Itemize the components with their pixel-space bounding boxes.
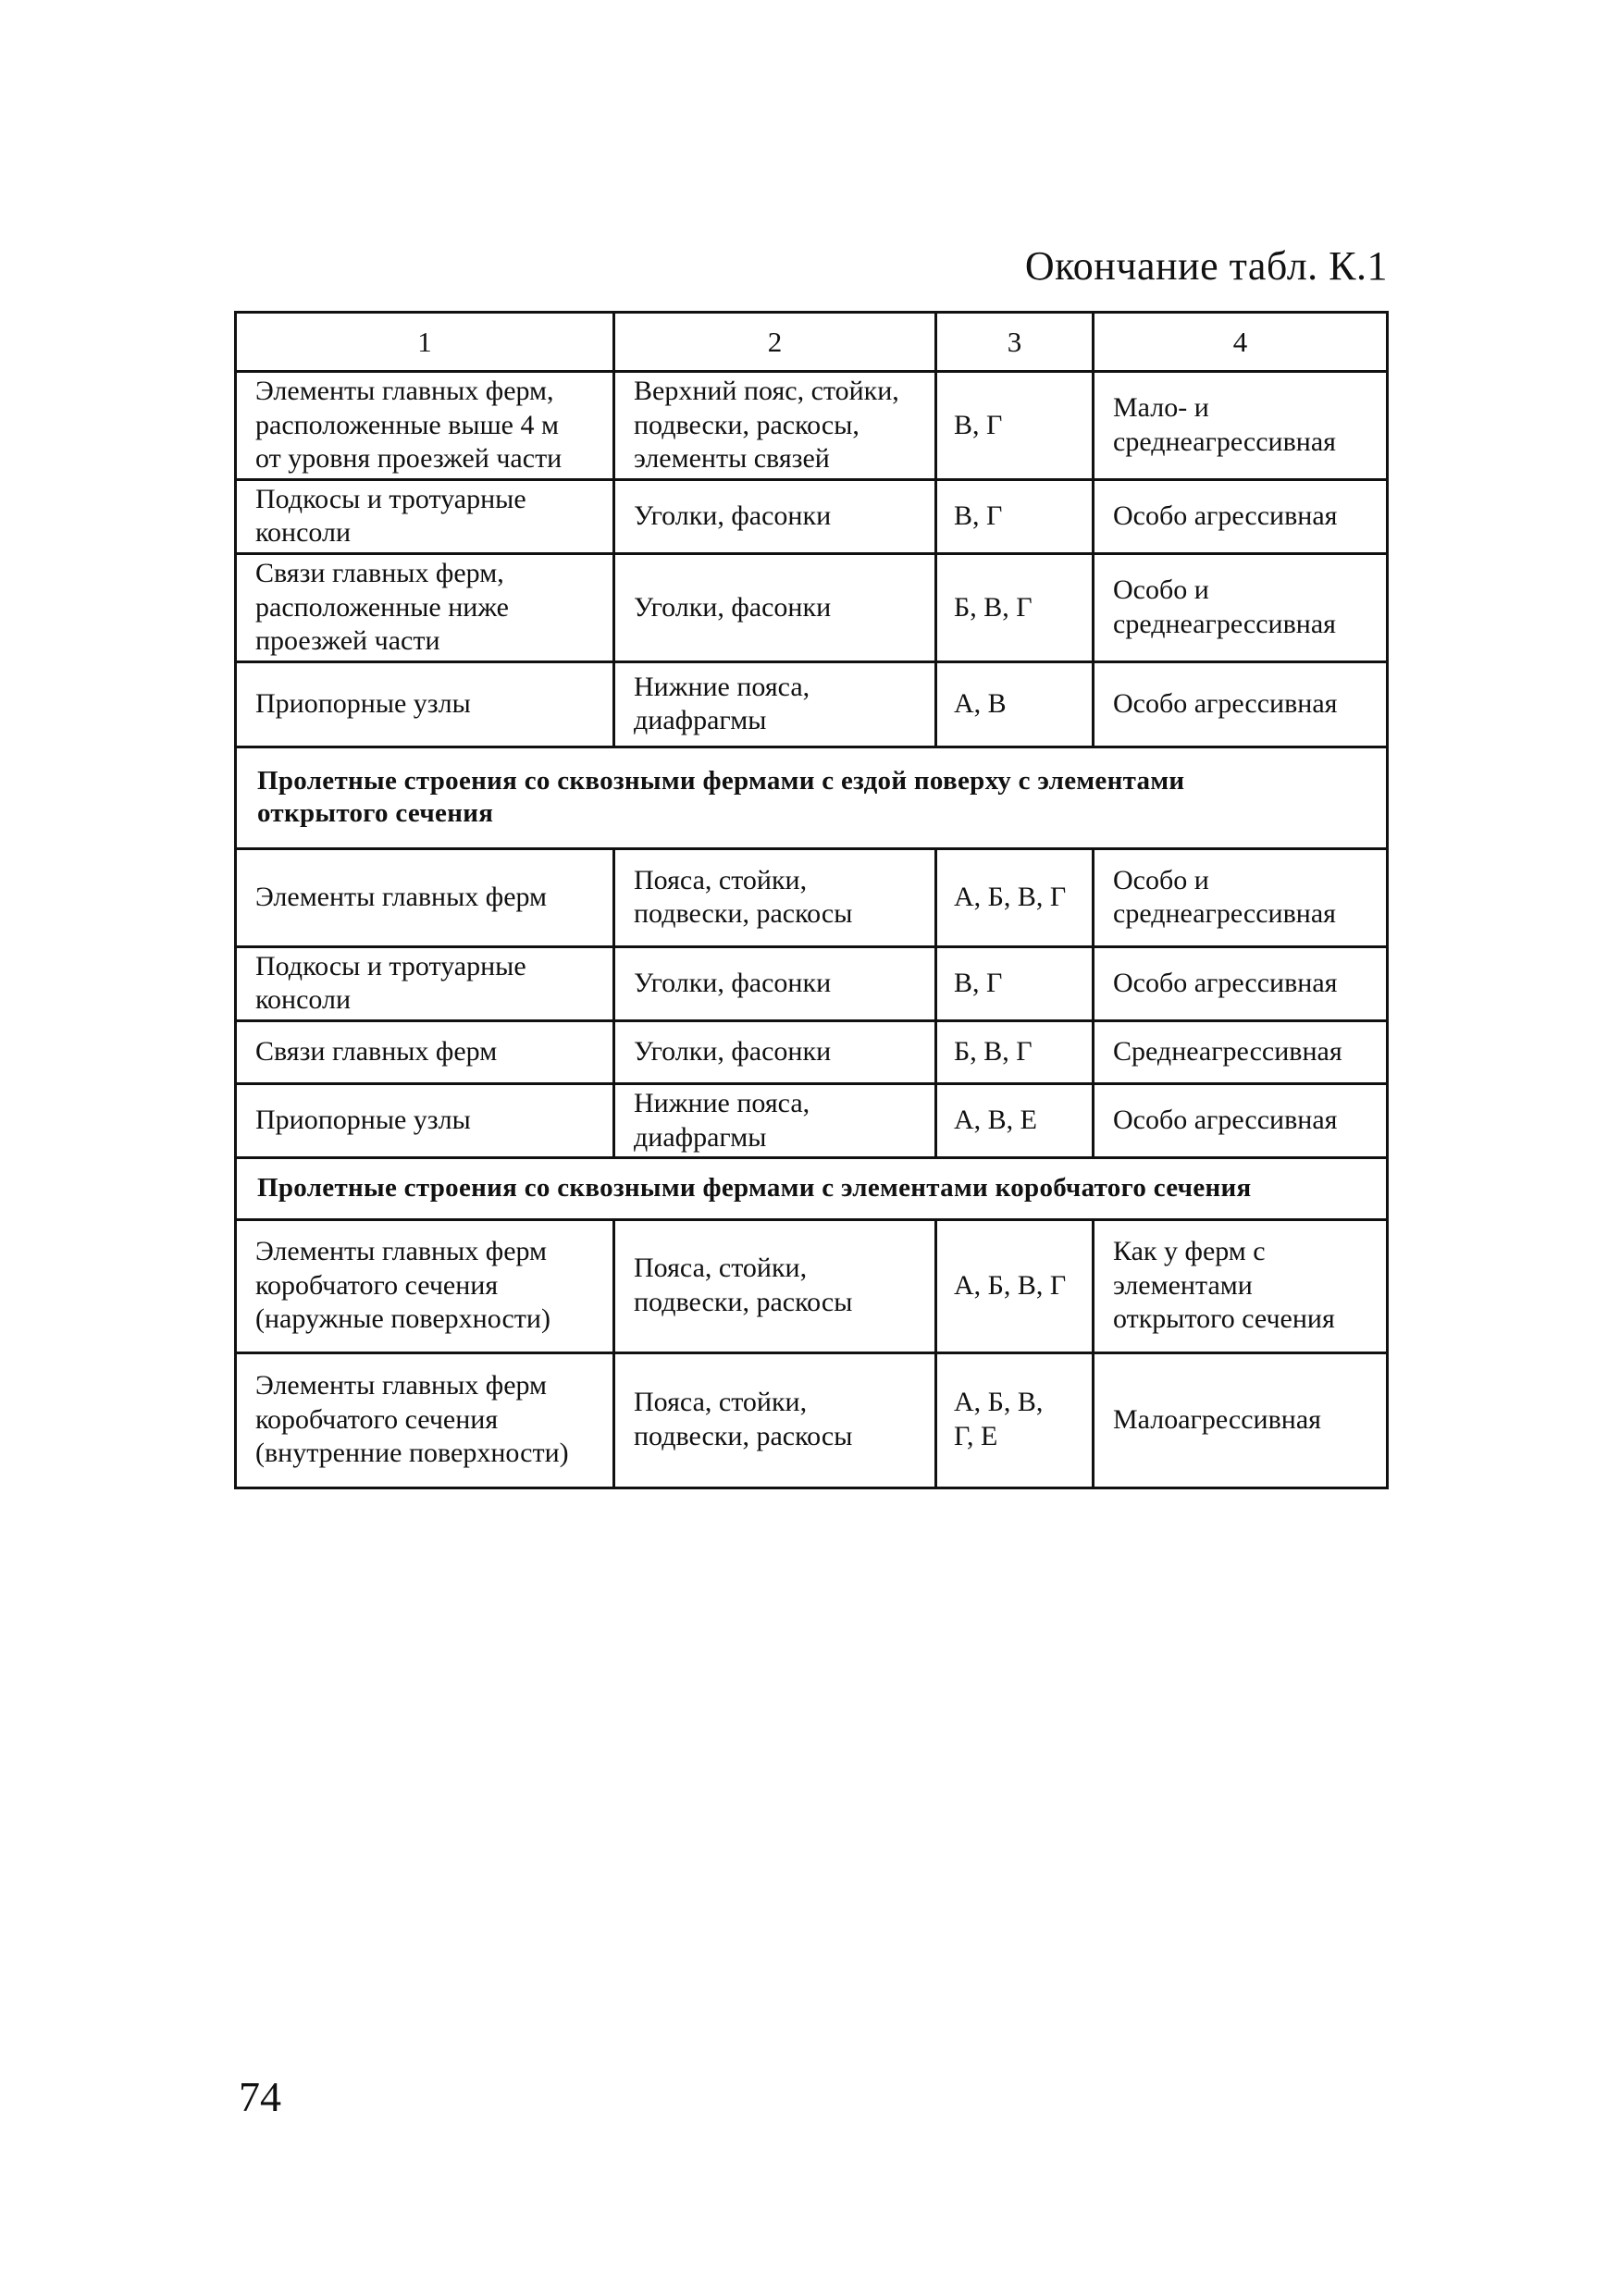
table-row <box>236 848 1388 946</box>
aggressiveness: Особо и среднеагрессивная <box>1094 553 1388 661</box>
structure-element: Связи главных ферм, расположенные ниже проезжей части <box>236 553 614 661</box>
aggressiveness: Как у ферм с элементами открытого сечения <box>1094 1219 1388 1352</box>
zone-codes: А, В, Е <box>936 1083 1094 1157</box>
aggressiveness: Малоагрессивная <box>1094 1352 1388 1487</box>
structure-element: Приопорные узлы <box>236 1083 614 1157</box>
table-caption: Окончание табл. К.1 <box>1024 243 1388 289</box>
structure-element: Элементы главных ферм коробчатого сечения (внутренние поверхности) <box>236 1352 614 1487</box>
structure-element: Подкосы и тротуарные консоли <box>236 479 614 553</box>
column-number-3: 3 <box>936 313 1094 372</box>
column-number-1: 1 <box>236 313 614 372</box>
structure-element: Подкосы и тротуарные консоли <box>236 946 614 1020</box>
zone-codes: А, В <box>936 661 1094 747</box>
structure-element: Связи главных ферм <box>236 1020 614 1083</box>
zone-codes: А, Б, В, Г <box>936 848 1094 946</box>
table-row <box>236 946 1388 1020</box>
zone-codes: Б, В, Г <box>936 1020 1094 1083</box>
element-parts: Уголки, фасонки <box>614 946 936 1020</box>
table-row <box>236 1020 1388 1083</box>
section-row <box>236 1158 1388 1219</box>
column-number-2: 2 <box>614 313 936 372</box>
section-heading: Пролетные строения со сквозными фермами с элементами коробчатого сечения <box>236 1158 1388 1219</box>
header-row <box>236 313 1388 372</box>
table-row <box>236 372 1388 480</box>
element-parts: Уголки, фасонки <box>614 479 936 553</box>
zone-codes: В, Г <box>936 479 1094 553</box>
element-parts: Пояса, стойки, подвески, раскосы <box>614 848 936 946</box>
zone-codes: Б, В, Г <box>936 553 1094 661</box>
element-parts: Пояса, стойки, подвески, раскосы <box>614 1352 936 1487</box>
element-parts: Нижние пояса, диафрагмы <box>614 1083 936 1157</box>
aggressiveness: Мало- и среднеагрессивная <box>1094 372 1388 480</box>
table-row <box>236 661 1388 747</box>
element-parts: Уголки, фасонки <box>614 553 936 661</box>
section-heading: Пролетные строения со сквозными фермами с ездой поверху с элементами открытого сечения <box>236 747 1388 848</box>
structure-element: Приопорные узлы <box>236 661 614 747</box>
table-row <box>236 479 1388 553</box>
aggressiveness: Среднеагрессивная <box>1094 1020 1388 1083</box>
corrosion-table <box>234 311 1389 1489</box>
structure-element: Элементы главных ферм коробчатого сечения (наружные поверхности) <box>236 1219 614 1352</box>
element-parts: Нижние пояса, диафрагмы <box>614 661 936 747</box>
structure-element: Элементы главных ферм <box>236 848 614 946</box>
table-row <box>236 1219 1388 1352</box>
zone-codes: В, Г <box>936 946 1094 1020</box>
element-parts: Верхний пояс, стойки, подвески, раскосы, элементы связей <box>614 372 936 480</box>
table-row <box>236 1083 1388 1157</box>
zone-codes: А, Б, В, Г, Е <box>936 1352 1094 1487</box>
aggressiveness: Особо агрессивная <box>1094 479 1388 553</box>
element-parts: Пояса, стойки, подвески, раскосы <box>614 1219 936 1352</box>
aggressiveness: Особо и среднеагрессивная <box>1094 848 1388 946</box>
aggressiveness: Особо агрессивная <box>1094 661 1388 747</box>
page-number: 74 <box>239 2073 281 2120</box>
table-body <box>236 313 1388 1488</box>
table-row <box>236 553 1388 661</box>
section-row <box>236 747 1388 848</box>
element-parts: Уголки, фасонки <box>614 1020 936 1083</box>
aggressiveness: Особо агрессивная <box>1094 1083 1388 1157</box>
structure-element: Элементы главных ферм, расположенные выше 4 м от уровня проезжей части <box>236 372 614 480</box>
table-row <box>236 1352 1388 1487</box>
zone-codes: В, Г <box>936 372 1094 480</box>
zone-codes: А, Б, В, Г <box>936 1219 1094 1352</box>
aggressiveness: Особо агрессивная <box>1094 946 1388 1020</box>
column-number-4: 4 <box>1094 313 1388 372</box>
